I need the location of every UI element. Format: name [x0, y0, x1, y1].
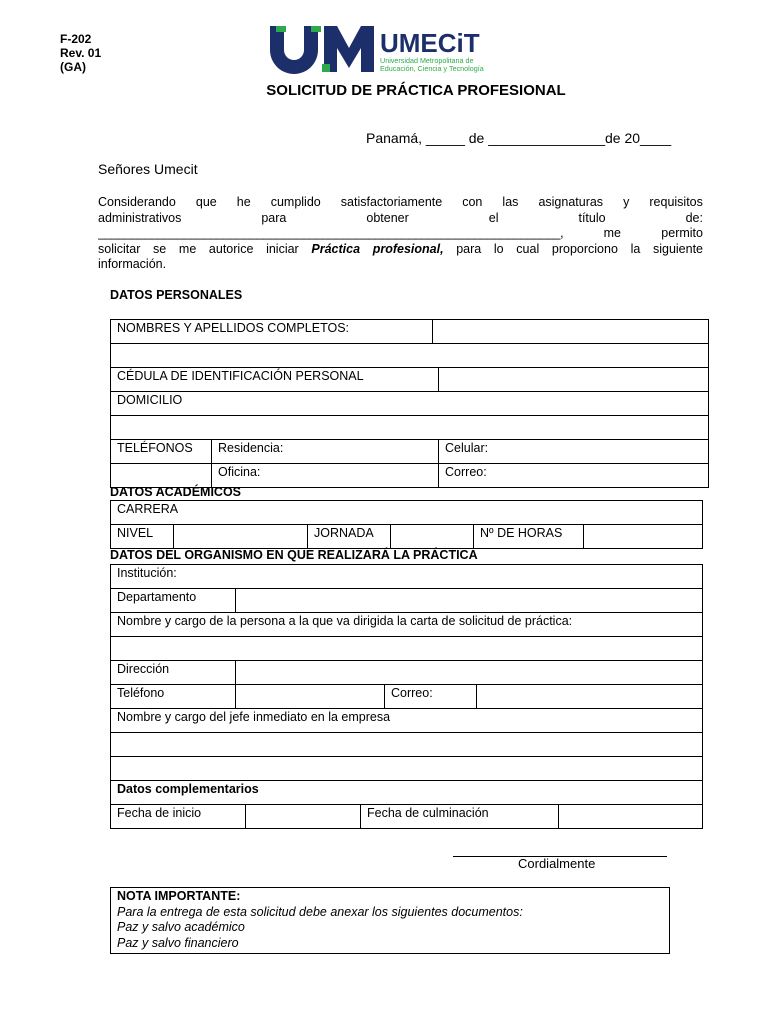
- supervisor-field-continued[interactable]: [111, 757, 703, 781]
- request-paragraph: [98, 195, 703, 273]
- form-number: F-202: [60, 32, 92, 46]
- phones-label: TELÉFONOS: [111, 440, 212, 464]
- start-date-label: Fecha de inicio: [111, 805, 246, 829]
- degree-blank[interactable]: ______________________________________________________________________,: [98, 226, 564, 240]
- page-title: SOLICITUD DE PRÁCTICA PROFESIONAL: [266, 82, 566, 99]
- end-date-field[interactable]: [559, 805, 703, 829]
- email-field[interactable]: Correo:: [439, 464, 709, 488]
- shift-label: JORNADA: [308, 525, 391, 549]
- note-line-1: Para la entrega de esta solicitud debe anexar los siguientes documentos:: [117, 904, 523, 919]
- end-date-label: Fecha de culminación: [361, 805, 559, 829]
- start-date-field[interactable]: [246, 805, 361, 829]
- date-line: Panamá, _____ de _______________de 20____: [366, 130, 672, 146]
- academic-data-table: [110, 500, 703, 549]
- org-phone-label: Teléfono: [111, 685, 236, 709]
- paragraph-line-2: administrativos para obtener el título de:: [98, 210, 703, 225]
- supervisor-field[interactable]: [111, 733, 703, 757]
- address-field[interactable]: [111, 416, 709, 440]
- recipient-label: Nombre y cargo de la persona a la que va dirigida la carta de solicitud de práctica:: [111, 613, 703, 637]
- level-label: NIVEL: [111, 525, 174, 549]
- personal-data-table: [110, 319, 709, 488]
- full-name-field-continued[interactable]: [111, 344, 709, 368]
- important-note-box: [110, 887, 670, 954]
- id-card-label: CÉDULA DE IDENTIFICACIÓN PERSONAL: [111, 368, 439, 392]
- closing: Cordialmente: [518, 856, 596, 871]
- paragraph-line-3: ______________________________________________________________________, me permito: [98, 226, 703, 240]
- area-code: (GA): [60, 60, 86, 74]
- section-personal-heading: DATOS PERSONALES: [110, 288, 243, 302]
- org-address-field[interactable]: [236, 661, 703, 685]
- logo-subtitle-1: Universidad Metropolitana de: [380, 56, 474, 65]
- paragraph-line-1: Considerando que he cumplido satisfactoriamente con las asignaturas y requisitos: [98, 195, 703, 209]
- mobile-phone-field[interactable]: Celular:: [439, 440, 709, 464]
- hours-field[interactable]: [584, 525, 703, 549]
- org-email-field[interactable]: [477, 685, 703, 709]
- logo-subtitle-2: Educación, Ciencia y Tecnología: [380, 64, 484, 73]
- logo-name: UMECiT: [380, 28, 480, 58]
- paragraph-line-4: solicitar se me autorice iniciar Práctica profesional, para lo cual proporciono la siguiente: [98, 241, 704, 256]
- paragraph-line-5: información.: [98, 257, 167, 271]
- level-field[interactable]: [174, 525, 308, 549]
- id-card-field[interactable]: [439, 368, 709, 392]
- institution-field[interactable]: Institución:: [111, 565, 703, 589]
- complementary-label: Datos complementarios: [111, 781, 703, 805]
- residence-phone-field[interactable]: Residencia:: [212, 440, 439, 464]
- revision: Rev. 01: [60, 46, 102, 60]
- supervisor-label: Nombre y cargo del jefe inmediato en la empresa: [111, 709, 703, 733]
- umecit-logo: [268, 22, 508, 74]
- department-field[interactable]: [236, 589, 703, 613]
- section-academic-heading: DATOS ACADÉMICOS: [110, 485, 242, 499]
- org-email-label: Correo:: [385, 685, 477, 709]
- career-label[interactable]: CARRERA: [111, 501, 703, 525]
- organization-data-table: [110, 564, 703, 829]
- document-code: [60, 32, 101, 74]
- phones-blank-cell: [111, 464, 212, 488]
- salutation: Señores Umecit: [98, 161, 198, 177]
- section-organization-heading: DATOS DEL ORGANISMO EN QUE REALIZARÁ LA PRÁCTICA: [110, 548, 478, 562]
- note-line-2: Paz y salvo académico: [117, 920, 245, 934]
- hours-label: Nº DE HORAS: [474, 525, 584, 549]
- department-label: Departamento: [111, 589, 236, 613]
- org-phone-field[interactable]: [236, 685, 385, 709]
- office-phone-field[interactable]: Oficina:: [212, 464, 439, 488]
- full-name-label: NOMBRES Y APELLIDOS COMPLETOS:: [111, 320, 433, 344]
- note-heading: NOTA IMPORTANTE:: [117, 889, 241, 903]
- org-address-label: Dirección: [111, 661, 236, 685]
- full-name-field[interactable]: [433, 320, 709, 344]
- shift-field[interactable]: [391, 525, 474, 549]
- recipient-field[interactable]: [111, 637, 703, 661]
- address-label: DOMICILIO: [111, 392, 709, 416]
- note-line-3: Paz y salvo financiero: [117, 935, 239, 950]
